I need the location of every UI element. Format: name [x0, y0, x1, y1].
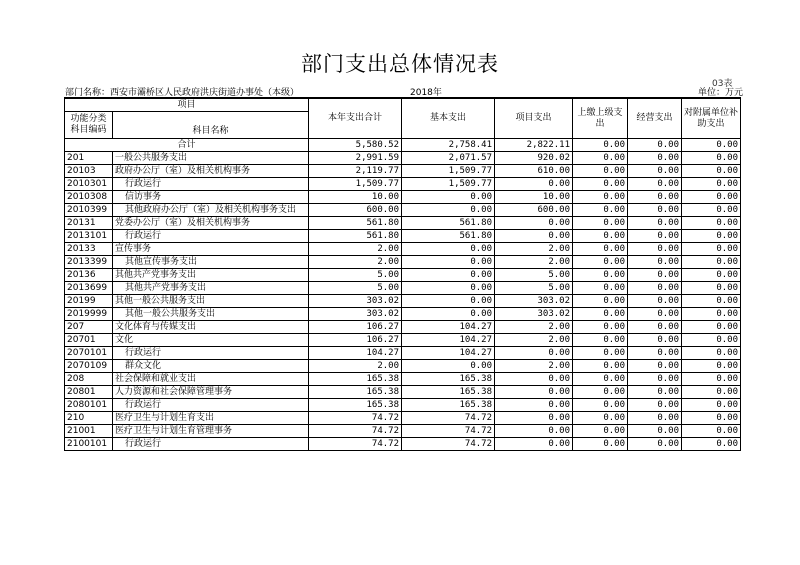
basic-cell: 104.27: [402, 347, 495, 360]
table-row: [65, 165, 741, 178]
business-cell: 0.00: [628, 282, 682, 295]
project-cell: 0.00: [495, 230, 573, 243]
subject-name-cell: 宣传事务: [113, 243, 309, 256]
code-cell: 2070109: [65, 360, 113, 373]
project-cell: 2,822.11: [495, 139, 573, 152]
table-row: [65, 386, 741, 399]
subject-name-cell: 医疗卫生与计划生育管理事务: [113, 425, 309, 438]
business-cell: 0.00: [628, 334, 682, 347]
total-cell: 74.72: [309, 425, 402, 438]
upper-cell: 0.00: [573, 204, 628, 217]
table-row: [65, 178, 741, 191]
basic-cell: 0.00: [402, 204, 495, 217]
subject-name-cell: 政府办公厅（室）及相关机构事务: [113, 165, 309, 178]
upper-cell: 0.00: [573, 191, 628, 204]
subject-name-cell: 一般公共服务支出: [113, 152, 309, 165]
business-cell: 0.00: [628, 425, 682, 438]
subject-name-cell: 人力资源和社会保障管理事务: [113, 386, 309, 399]
subsidy-cell: 0.00: [682, 438, 741, 451]
subsidy-cell: 0.00: [682, 321, 741, 334]
basic-cell: 165.38: [402, 399, 495, 412]
basic-cell: 2,758.41: [402, 139, 495, 152]
code-cell: 2080101: [65, 399, 113, 412]
business-cell: 0.00: [628, 386, 682, 399]
total-cell: 165.38: [309, 399, 402, 412]
business-cell: 0.00: [628, 243, 682, 256]
total-cell: 1,509.77: [309, 178, 402, 191]
total-row: [65, 139, 741, 152]
subsidy-cell: 0.00: [682, 412, 741, 425]
table-row: [65, 204, 741, 217]
table-row: [65, 243, 741, 256]
subsidy-cell: 0.00: [682, 217, 741, 230]
basic-cell: 561.80: [402, 217, 495, 230]
basic-cell: 0.00: [402, 308, 495, 321]
business-cell: 0.00: [628, 165, 682, 178]
project-cell: 10.00: [495, 191, 573, 204]
project-cell: 2.00: [495, 360, 573, 373]
total-cell: 2.00: [309, 360, 402, 373]
subject-name-cell: 群众文化: [113, 360, 309, 373]
header-col-basic: 基本支出: [402, 98, 495, 139]
subject-name-cell: 文化: [113, 334, 309, 347]
code-cell: 208: [65, 373, 113, 386]
subject-name-cell: 行政运行: [113, 230, 309, 243]
basic-cell: 2,071.57: [402, 152, 495, 165]
basic-cell: 0.00: [402, 191, 495, 204]
upper-cell: 0.00: [573, 139, 628, 152]
upper-cell: 0.00: [573, 386, 628, 399]
total-cell: 165.38: [309, 386, 402, 399]
basic-cell: 74.72: [402, 412, 495, 425]
subsidy-cell: 0.00: [682, 243, 741, 256]
subsidy-cell: 0.00: [682, 399, 741, 412]
subject-name-cell: 其他政府办公厅（室）及相关机构事务支出: [113, 204, 309, 217]
subsidy-cell: 0.00: [682, 230, 741, 243]
table-row: [65, 295, 741, 308]
project-cell: 0.00: [495, 438, 573, 451]
code-cell: 21001: [65, 425, 113, 438]
unit-label: 单位：万元: [698, 88, 744, 98]
business-cell: 0.00: [628, 139, 682, 152]
table-row: [65, 425, 741, 438]
upper-cell: 0.00: [573, 360, 628, 373]
table-row: [65, 256, 741, 269]
subject-name-cell: 其他共产党事务支出: [113, 282, 309, 295]
code-cell: 210: [65, 412, 113, 425]
subsidy-cell: 0.00: [682, 191, 741, 204]
upper-cell: 0.00: [573, 438, 628, 451]
project-cell: 2.00: [495, 334, 573, 347]
table-row: [65, 347, 741, 360]
total-cell: 561.80: [309, 217, 402, 230]
business-cell: 0.00: [628, 230, 682, 243]
upper-cell: 0.00: [573, 334, 628, 347]
project-cell: 920.02: [495, 152, 573, 165]
total-cell: 600.00: [309, 204, 402, 217]
total-cell: 5.00: [309, 282, 402, 295]
department-name: 部门名称：西安市灞桥区人民政府洪庆街道办事处（本级）: [65, 88, 300, 98]
project-cell: 303.02: [495, 295, 573, 308]
project-cell: 0.00: [495, 217, 573, 230]
basic-cell: 74.72: [402, 438, 495, 451]
table-row: [65, 282, 741, 295]
subject-name-cell: 其他一般公共服务支出: [113, 295, 309, 308]
basic-cell: 74.72: [402, 425, 495, 438]
subject-name-cell: 行政运行: [113, 438, 309, 451]
total-cell: 303.02: [309, 308, 402, 321]
subsidy-cell: 0.00: [682, 334, 741, 347]
business-cell: 0.00: [628, 347, 682, 360]
basic-cell: 1,509.77: [402, 165, 495, 178]
table-row: [65, 399, 741, 412]
subject-name-cell: 其他一般公共服务支出: [113, 308, 309, 321]
basic-cell: 104.27: [402, 321, 495, 334]
code-cell: 2013699: [65, 282, 113, 295]
subsidy-cell: 0.00: [682, 165, 741, 178]
subsidy-cell: 0.00: [682, 204, 741, 217]
business-cell: 0.00: [628, 412, 682, 425]
total-cell: 106.27: [309, 321, 402, 334]
header-subject-name: 科目名称: [113, 125, 309, 139]
project-cell: 5.00: [495, 269, 573, 282]
table-row: [65, 360, 741, 373]
upper-cell: 0.00: [573, 217, 628, 230]
table-row: [65, 373, 741, 386]
upper-cell: 0.00: [573, 347, 628, 360]
total-cell: 74.72: [309, 438, 402, 451]
total-cell: 303.02: [309, 295, 402, 308]
code-cell: 2013101: [65, 230, 113, 243]
total-label: 合计: [65, 139, 309, 152]
basic-cell: 0.00: [402, 243, 495, 256]
upper-cell: 0.00: [573, 295, 628, 308]
subsidy-cell: 0.00: [682, 178, 741, 191]
basic-cell: 165.38: [402, 373, 495, 386]
form-number: 03表: [712, 79, 733, 89]
total-cell: 104.27: [309, 347, 402, 360]
project-cell: 5.00: [495, 282, 573, 295]
table-row: [65, 269, 741, 282]
project-cell: 0.00: [495, 178, 573, 191]
basic-cell: 165.38: [402, 386, 495, 399]
table-row: [65, 334, 741, 347]
project-cell: 2.00: [495, 256, 573, 269]
project-cell: 600.00: [495, 204, 573, 217]
project-cell: 303.02: [495, 308, 573, 321]
total-cell: 2,991.59: [309, 152, 402, 165]
subsidy-cell: 0.00: [682, 269, 741, 282]
total-cell: 74.72: [309, 412, 402, 425]
code-cell: 2010308: [65, 191, 113, 204]
subject-name-cell: 行政运行: [113, 399, 309, 412]
header-col-business: 经营支出: [628, 98, 682, 139]
code-cell: 20133: [65, 243, 113, 256]
business-cell: 0.00: [628, 217, 682, 230]
code-cell: 20199: [65, 295, 113, 308]
subsidy-cell: 0.00: [682, 386, 741, 399]
code-cell: 207: [65, 321, 113, 334]
business-cell: 0.00: [628, 256, 682, 269]
total-cell: 10.00: [309, 191, 402, 204]
code-cell: 2100101: [65, 438, 113, 451]
subject-name-cell: 医疗卫生与计划生育支出: [113, 412, 309, 425]
code-cell: 2070101: [65, 347, 113, 360]
upper-cell: 0.00: [573, 269, 628, 282]
upper-cell: 0.00: [573, 308, 628, 321]
project-cell: 2.00: [495, 243, 573, 256]
total-cell: 5.00: [309, 269, 402, 282]
total-cell: 106.27: [309, 334, 402, 347]
subsidy-cell: 0.00: [682, 425, 741, 438]
business-cell: 0.00: [628, 295, 682, 308]
code-cell: 2019999: [65, 308, 113, 321]
code-cell: 201: [65, 152, 113, 165]
business-cell: 0.00: [628, 360, 682, 373]
basic-cell: 0.00: [402, 295, 495, 308]
total-cell: 165.38: [309, 373, 402, 386]
code-cell: 20103: [65, 165, 113, 178]
business-cell: 0.00: [628, 373, 682, 386]
header-item: 项目: [65, 98, 309, 112]
table-row: [65, 152, 741, 165]
code-cell: 20701: [65, 334, 113, 347]
total-cell: 2.00: [309, 256, 402, 269]
business-cell: 0.00: [628, 438, 682, 451]
header-col-subsidy: 对附属单位补助支出: [682, 98, 741, 139]
subject-name-cell: 其他宣传事务支出: [113, 256, 309, 269]
page-title: 部门支出总体情况表: [301, 52, 499, 76]
header-col-total: 本年支出合计: [309, 98, 402, 139]
basic-cell: 561.80: [402, 230, 495, 243]
table-row: [65, 438, 741, 451]
basic-cell: 0.00: [402, 256, 495, 269]
project-cell: 0.00: [495, 412, 573, 425]
upper-cell: 0.00: [573, 412, 628, 425]
upper-cell: 0.00: [573, 256, 628, 269]
upper-cell: 0.00: [573, 230, 628, 243]
upper-cell: 0.00: [573, 165, 628, 178]
business-cell: 0.00: [628, 204, 682, 217]
upper-cell: 0.00: [573, 178, 628, 191]
upper-cell: 0.00: [573, 321, 628, 334]
table-row: [65, 230, 741, 243]
code-cell: 20131: [65, 217, 113, 230]
subsidy-cell: 0.00: [682, 308, 741, 321]
subsidy-cell: 0.00: [682, 373, 741, 386]
total-cell: 2.00: [309, 243, 402, 256]
project-cell: 0.00: [495, 425, 573, 438]
code-cell: 2010399: [65, 204, 113, 217]
subsidy-cell: 0.00: [682, 152, 741, 165]
subsidy-cell: 0.00: [682, 282, 741, 295]
upper-cell: 0.00: [573, 282, 628, 295]
basic-cell: 0.00: [402, 282, 495, 295]
project-cell: 0.00: [495, 373, 573, 386]
header-col-upper: 上缴上级支出: [573, 98, 628, 139]
business-cell: 0.00: [628, 152, 682, 165]
basic-cell: 0.00: [402, 360, 495, 373]
business-cell: 0.00: [628, 308, 682, 321]
header-col-project: 项目支出: [495, 98, 573, 139]
table-row: [65, 321, 741, 334]
upper-cell: 0.00: [573, 243, 628, 256]
subject-name-cell: 文化体育与传媒支出: [113, 321, 309, 334]
subject-name-cell: 信访事务: [113, 191, 309, 204]
business-cell: 0.00: [628, 191, 682, 204]
subsidy-cell: 0.00: [682, 139, 741, 152]
project-cell: 0.00: [495, 399, 573, 412]
total-cell: 5,580.52: [309, 139, 402, 152]
subject-name-cell: 党委办公厅（室）及相关机构事务: [113, 217, 309, 230]
business-cell: 0.00: [628, 321, 682, 334]
subsidy-cell: 0.00: [682, 347, 741, 360]
subsidy-cell: 0.00: [682, 360, 741, 373]
upper-cell: 0.00: [573, 425, 628, 438]
project-cell: 610.00: [495, 165, 573, 178]
business-cell: 0.00: [628, 399, 682, 412]
subject-name-cell: 行政运行: [113, 178, 309, 191]
code-cell: 20801: [65, 386, 113, 399]
subsidy-cell: 0.00: [682, 256, 741, 269]
header-func-code: 功能分类科目编码: [65, 112, 113, 139]
business-cell: 0.00: [628, 269, 682, 282]
total-cell: 2,119.77: [309, 165, 402, 178]
table-row: [65, 308, 741, 321]
table-row: [65, 412, 741, 425]
project-cell: 2.00: [495, 321, 573, 334]
business-cell: 0.00: [628, 178, 682, 191]
upper-cell: 0.00: [573, 373, 628, 386]
subject-name-cell: 行政运行: [113, 347, 309, 360]
upper-cell: 0.00: [573, 399, 628, 412]
upper-cell: 0.00: [573, 152, 628, 165]
code-cell: 20136: [65, 269, 113, 282]
table-row: [65, 217, 741, 230]
subject-name-cell: 其他共产党事务支出: [113, 269, 309, 282]
basic-cell: 104.27: [402, 334, 495, 347]
subsidy-cell: 0.00: [682, 295, 741, 308]
project-cell: 0.00: [495, 347, 573, 360]
code-cell: 2013399: [65, 256, 113, 269]
project-cell: 0.00: [495, 386, 573, 399]
subject-name-cell: 社会保障和就业支出: [113, 373, 309, 386]
basic-cell: 0.00: [402, 269, 495, 282]
code-cell: 2010301: [65, 178, 113, 191]
basic-cell: 1,509.77: [402, 178, 495, 191]
table-row: [65, 191, 741, 204]
total-cell: 561.80: [309, 230, 402, 243]
report-year: 2018年: [410, 88, 442, 98]
expenditure-table: [64, 97, 741, 451]
